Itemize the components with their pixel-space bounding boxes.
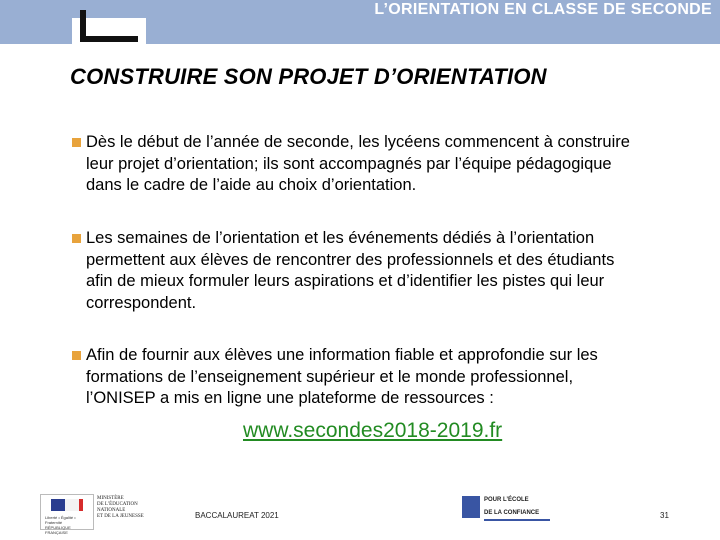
page-number: 31	[660, 511, 669, 520]
rf-name: RÉPUBLIQUE FRANÇAISE	[45, 525, 71, 535]
slide-title: CONSTRUIRE SON PROJET D’ORIENTATION	[70, 64, 547, 89]
bullet-text	[86, 132, 682, 197]
logo-line-1: POUR L’ÉCOLE	[484, 497, 529, 503]
resource-link[interactable]: www.secondes2018-2019.fr	[243, 419, 503, 442]
bullet-line: formations de l’enseignement supérieur et le monde professionnel,	[86, 367, 574, 386]
bullet-item-1	[72, 132, 682, 197]
rf-caption	[45, 515, 93, 535]
bullet-line: permettent aux élèves de rencontrer des professionnels et des étudiants	[86, 250, 615, 269]
bullet-line: afin de mieux formuler leurs aspirations et d’identifier les pistes qui leur	[86, 272, 605, 290]
ministry-line: ET DE LA JEUNESSE	[97, 514, 144, 519]
bullet-line: Dès le début de l’année de seconde, les lycéens commencent à construire	[86, 133, 630, 151]
bullet-text	[86, 228, 682, 314]
flag-blue-stripe	[51, 499, 65, 511]
header-title: L’ORIENTATION EN CLASSE DE SECONDE	[374, 1, 712, 18]
republique-francaise-logo	[40, 494, 94, 535]
ecole-confiance-logo	[462, 496, 552, 524]
section-logo	[72, 10, 152, 44]
ministry-name	[97, 496, 157, 520]
bullet-item-3	[72, 345, 682, 410]
ministry-line: MINISTÈRE	[97, 496, 124, 501]
bullet-text	[86, 345, 682, 410]
logo-blue-block	[462, 496, 480, 518]
bullet-line: l’ONISEP a mis en ligne une plateforme de ressources :	[86, 389, 494, 407]
logo-line-2: DE LA CONFIANCE	[484, 510, 540, 516]
flag-red-stripe	[79, 499, 83, 511]
bullet-line: leur projet d’orientation; ils sont accompagnés par l’équipe pédagogique	[86, 154, 612, 173]
ministry-line: NATIONALE	[97, 508, 126, 513]
bullet-line: dans le cadre de l’aide au choix d’orientation.	[86, 176, 417, 194]
bullet-line: Afin de fournir aux élèves une information fiable et approfondie sur les	[86, 346, 598, 364]
bullet-marker-icon	[72, 234, 81, 243]
rf-motto: Liberté • Égalité • Fraternité	[45, 515, 76, 525]
logo-horizontal-bar	[80, 36, 138, 42]
bullet-line: correspondent.	[86, 293, 197, 312]
footer-label: BACCALAUREAT 2021	[195, 511, 279, 520]
ministry-line: DE L’ÉDUCATION	[97, 502, 138, 507]
bullet-marker-icon	[72, 138, 81, 147]
bullet-item-2	[72, 228, 682, 314]
logo-underline	[484, 519, 550, 521]
bullet-line: Les semaines de l’orientation et les événements dédiés à l’orientation	[86, 229, 595, 247]
flag-white-stripe	[65, 499, 79, 511]
bullet-marker-icon	[72, 351, 81, 360]
